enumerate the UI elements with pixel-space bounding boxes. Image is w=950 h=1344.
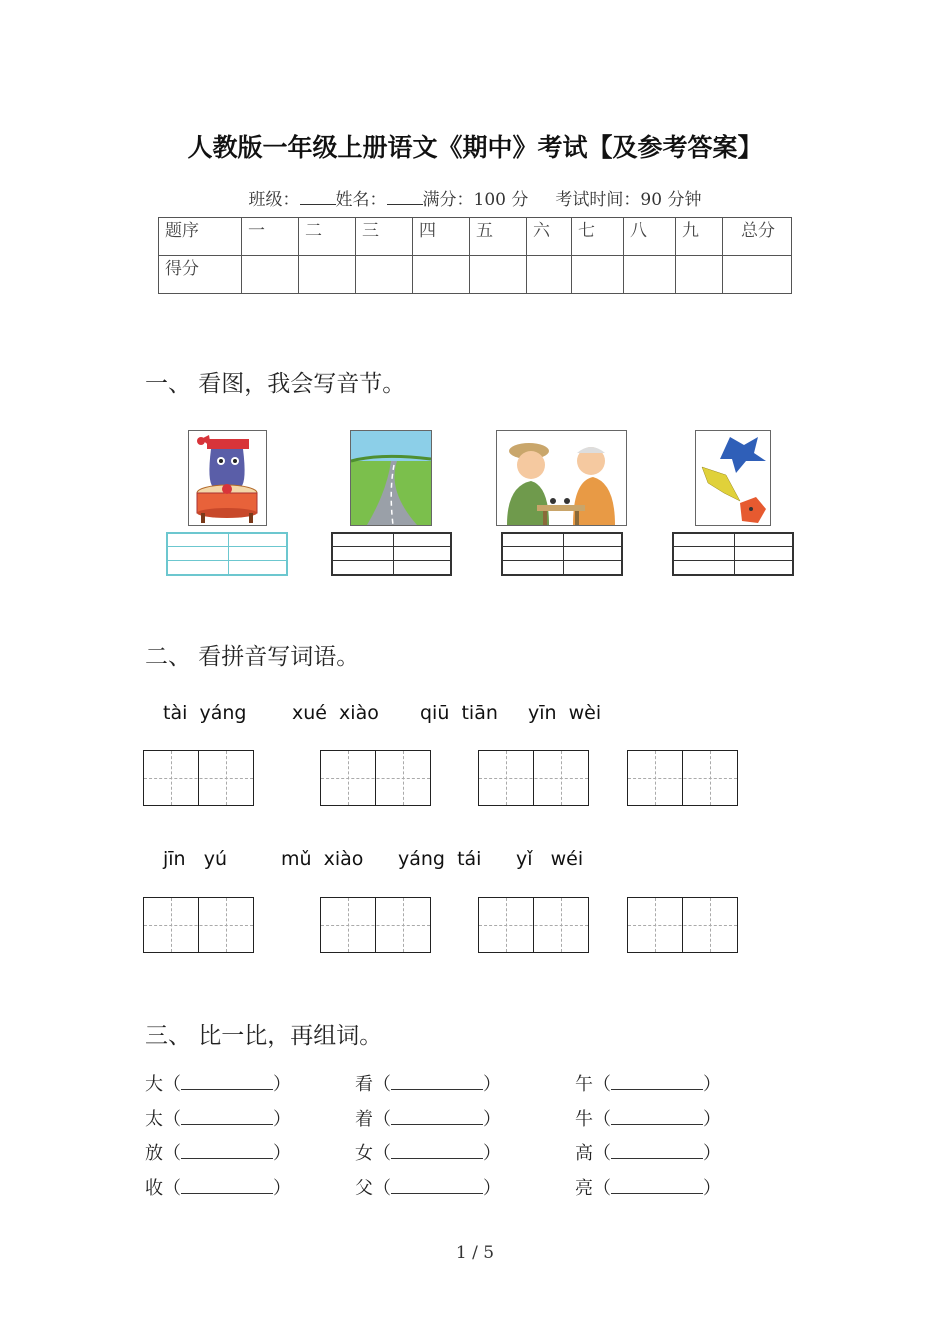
pinyin-lines-2[interactable] <box>331 532 452 576</box>
compare-item[interactable] <box>575 1070 721 1096</box>
pinyin-label: yǐ wéi <box>516 848 584 870</box>
writing-grid[interactable] <box>627 750 738 806</box>
writing-grid[interactable] <box>320 750 431 806</box>
compare-char: 放 <box>145 1143 163 1164</box>
answer-blank[interactable] <box>391 1181 483 1194</box>
pinyin-lines-3[interactable] <box>501 532 623 576</box>
compare-char: 着 <box>355 1109 373 1130</box>
paren-close: ） <box>273 1074 291 1095</box>
score-cell[interactable] <box>527 256 572 294</box>
paren-close: ） <box>273 1109 291 1130</box>
compare-item[interactable] <box>575 1139 721 1165</box>
answer-blank[interactable] <box>181 1112 273 1125</box>
score-cell[interactable] <box>356 256 413 294</box>
pinyin-label: jīn yú <box>163 848 228 870</box>
score-cell[interactable] <box>242 256 299 294</box>
pinyin-lines-4[interactable] <box>672 532 794 576</box>
paren-open: （ <box>593 1143 611 1164</box>
origami-picture <box>695 430 771 526</box>
score-header: 八 <box>624 218 676 256</box>
answer-blank[interactable] <box>611 1112 703 1125</box>
answer-blank[interactable] <box>181 1181 273 1194</box>
pinyin-label: mǔ xiào <box>281 848 364 870</box>
paren-open: （ <box>373 1143 391 1164</box>
paren-open: （ <box>163 1143 181 1164</box>
score-cell[interactable] <box>470 256 527 294</box>
writing-grid[interactable] <box>320 897 431 953</box>
compare-char: 午 <box>575 1074 593 1095</box>
compare-item[interactable] <box>355 1139 501 1165</box>
writing-grid[interactable] <box>627 897 738 953</box>
writing-grid[interactable] <box>478 897 589 953</box>
compare-char: 大 <box>145 1074 163 1095</box>
compare-item[interactable] <box>145 1105 291 1131</box>
name-label: 姓名： <box>335 190 387 210</box>
paren-open: （ <box>373 1178 391 1199</box>
compare-char: 女 <box>355 1143 373 1164</box>
paren-close: ） <box>703 1178 721 1199</box>
paren-open: （ <box>163 1109 181 1130</box>
full-marks: 满分：100 分 <box>422 190 529 210</box>
compare-item[interactable] <box>355 1174 501 1200</box>
answer-blank[interactable] <box>391 1146 483 1159</box>
score-header: 六 <box>527 218 572 256</box>
compare-char: 高 <box>575 1143 593 1164</box>
compare-item[interactable] <box>355 1070 501 1096</box>
chess-picture <box>496 430 627 526</box>
paren-close: ） <box>483 1074 501 1095</box>
score-cell[interactable] <box>572 256 624 294</box>
paren-close: ） <box>483 1143 501 1164</box>
paren-close: ） <box>273 1143 291 1164</box>
paren-close: ） <box>703 1109 721 1130</box>
answer-blank[interactable] <box>181 1077 273 1090</box>
compare-item[interactable] <box>145 1174 291 1200</box>
paren-close: ） <box>273 1178 291 1199</box>
answer-blank[interactable] <box>391 1077 483 1090</box>
pinyin-label: yīn wèi <box>528 702 602 724</box>
score-row-label: 得分 <box>159 256 242 294</box>
score-cell[interactable] <box>723 256 792 294</box>
paren-open: （ <box>163 1178 181 1199</box>
score-header: 五 <box>470 218 527 256</box>
compare-char: 父 <box>355 1178 373 1199</box>
compare-item[interactable] <box>145 1139 291 1165</box>
paren-close: ） <box>483 1109 501 1130</box>
page-number: 1 / 5 <box>455 1243 495 1263</box>
score-header: 题序 <box>159 218 242 256</box>
score-header: 三 <box>356 218 413 256</box>
section-3-heading: 三、 比一比，再组词。 <box>145 1023 383 1049</box>
score-header: 七 <box>572 218 624 256</box>
paren-open: （ <box>593 1074 611 1095</box>
score-cell[interactable] <box>676 256 723 294</box>
score-header-row <box>159 218 792 256</box>
pinyin-lines-1[interactable] <box>166 532 288 576</box>
score-table <box>158 217 792 294</box>
class-label: 班级： <box>248 190 300 210</box>
compare-item[interactable] <box>575 1174 721 1200</box>
page-title: 人教版一年级上册语文《期中》考试【及参考答案】 <box>187 133 763 162</box>
paren-open: （ <box>373 1074 391 1095</box>
writing-grid[interactable] <box>478 750 589 806</box>
compare-char: 收 <box>145 1178 163 1199</box>
paren-open: （ <box>163 1074 181 1095</box>
score-header: 四 <box>413 218 470 256</box>
compare-char: 亮 <box>575 1178 593 1199</box>
name-blank[interactable] <box>387 190 423 205</box>
writing-grid[interactable] <box>143 897 254 953</box>
pinyin-label: qiū tiān <box>420 702 498 724</box>
road-picture <box>350 430 432 526</box>
score-header: 二 <box>299 218 356 256</box>
paren-open: （ <box>593 1109 611 1130</box>
score-header: 总分 <box>723 218 792 256</box>
score-cell[interactable] <box>299 256 356 294</box>
paren-open: （ <box>373 1109 391 1130</box>
class-blank[interactable] <box>300 190 336 205</box>
paren-close: ） <box>483 1178 501 1199</box>
compare-char: 太 <box>145 1109 163 1130</box>
compare-item[interactable] <box>145 1070 291 1096</box>
paren-open: （ <box>593 1178 611 1199</box>
score-cell[interactable] <box>413 256 470 294</box>
score-header: 九 <box>676 218 723 256</box>
answer-blank[interactable] <box>391 1112 483 1125</box>
answer-blank[interactable] <box>611 1077 703 1090</box>
paren-close: ） <box>703 1074 721 1095</box>
score-header: 一 <box>242 218 299 256</box>
writing-grid[interactable] <box>143 750 254 806</box>
exam-time: 考试时间：90 分钟 <box>555 190 702 210</box>
pinyin-label: yáng tái <box>398 848 482 870</box>
compare-char: 看 <box>355 1074 373 1095</box>
compare-item[interactable] <box>355 1105 501 1131</box>
section-2-heading: 二、 看拼音写词语。 <box>145 644 360 670</box>
pinyin-label: tài yáng <box>163 702 247 724</box>
score-cell[interactable] <box>624 256 676 294</box>
exam-info <box>0 185 950 210</box>
paren-close: ） <box>703 1143 721 1164</box>
score-value-row <box>159 256 792 294</box>
answer-blank[interactable] <box>181 1146 273 1159</box>
compare-char: 牛 <box>575 1109 593 1130</box>
answer-blank[interactable] <box>611 1181 703 1194</box>
answer-blank[interactable] <box>611 1146 703 1159</box>
compare-item[interactable] <box>575 1105 721 1131</box>
pinyin-label: xué xiào <box>292 702 379 724</box>
section-1-heading: 一、 看图，我会写音节。 <box>145 371 406 397</box>
drum-picture <box>188 430 267 526</box>
